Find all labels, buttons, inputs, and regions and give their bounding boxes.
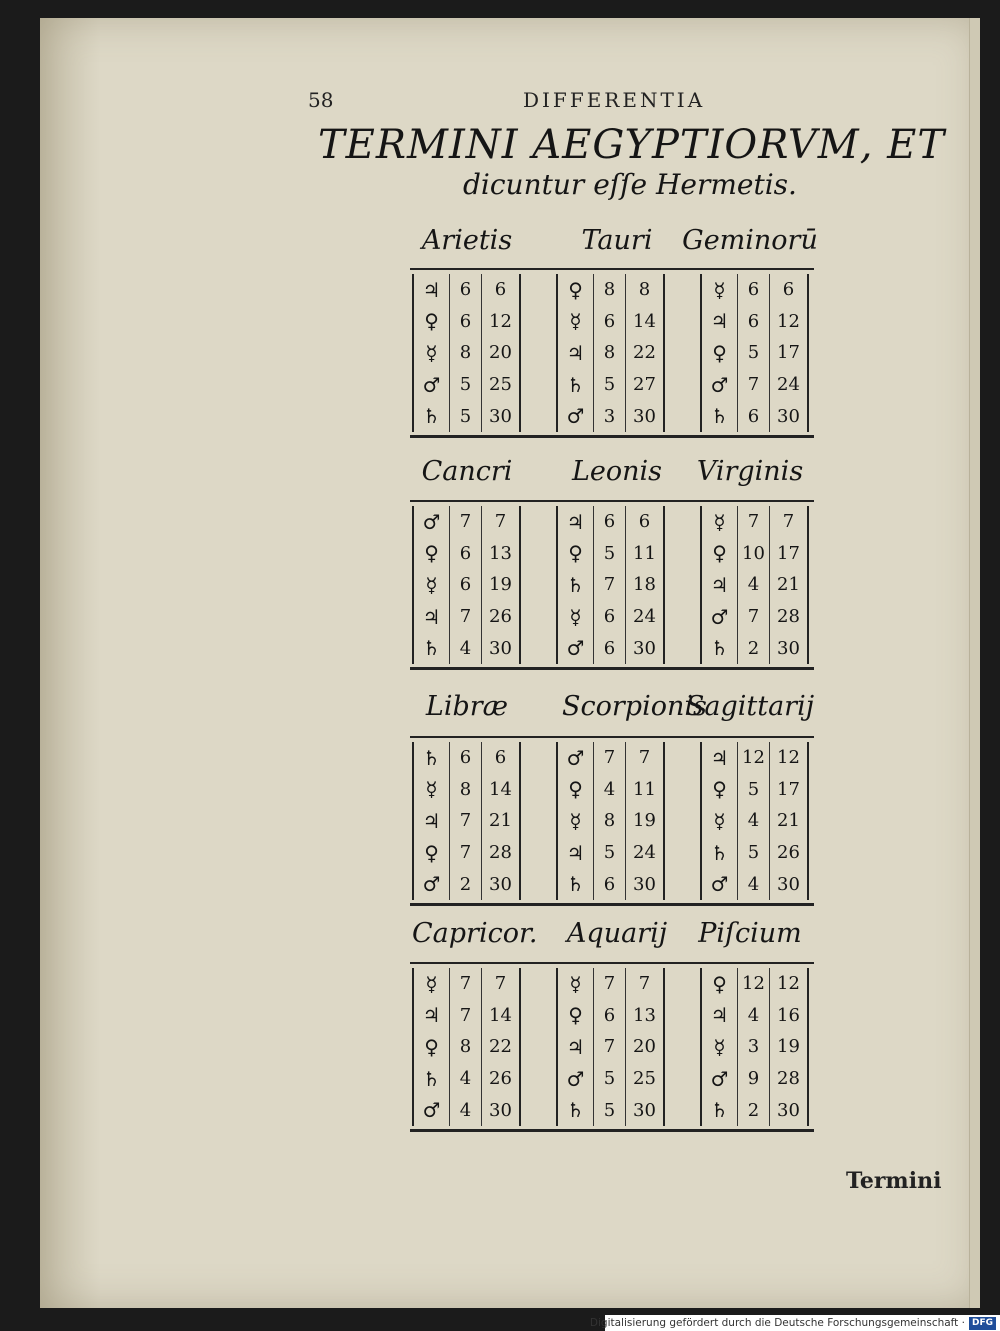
cumulative-degrees: 26 bbox=[777, 842, 800, 864]
table-rule-bottom bbox=[410, 435, 814, 438]
sign-terms-table bbox=[412, 968, 521, 1126]
planet-symbol: ♄ bbox=[414, 632, 450, 664]
planet-symbol: ♂ bbox=[702, 1063, 738, 1095]
cumulative-degrees: 30 bbox=[489, 637, 512, 659]
term-degrees: 6 bbox=[594, 1000, 626, 1032]
sign-label-row bbox=[412, 225, 818, 261]
cumulative-degrees: 22 bbox=[633, 342, 656, 364]
planet-symbol: ♂ bbox=[414, 369, 450, 401]
table-row bbox=[558, 538, 663, 570]
planet-symbol: ☿ bbox=[558, 306, 594, 338]
planet-symbol: ♃ bbox=[414, 601, 450, 633]
table-row bbox=[414, 337, 519, 369]
cumulative-degrees: 7 bbox=[638, 747, 651, 769]
term-degrees: 7 bbox=[594, 1031, 626, 1063]
planet-symbol: ♀ bbox=[414, 837, 450, 869]
term-degrees: 6 bbox=[738, 274, 770, 306]
planet-symbol: ♄ bbox=[702, 400, 738, 432]
planet-symbol: ☿ bbox=[702, 805, 738, 837]
sign-terms-table bbox=[556, 968, 665, 1126]
page-title: TERMINI AEGYPTIORVM, ET bbox=[318, 122, 946, 168]
planet-symbol: ☿ bbox=[414, 774, 450, 806]
sign-label: Virginis bbox=[696, 456, 804, 487]
table-row bbox=[414, 538, 519, 570]
cumulative-degrees: 21 bbox=[489, 810, 512, 832]
table-row bbox=[414, 1063, 519, 1095]
sign-terms-table bbox=[556, 742, 665, 900]
table-rule-top bbox=[410, 268, 814, 270]
table-row bbox=[702, 968, 807, 1000]
term-degrees: 7 bbox=[450, 601, 482, 633]
planet-symbol: ♄ bbox=[558, 369, 594, 401]
page-number: 58 bbox=[308, 88, 334, 112]
cumulative-degrees: 16 bbox=[777, 1004, 800, 1026]
cumulative-degrees: 11 bbox=[633, 778, 656, 800]
table-row bbox=[414, 601, 519, 633]
term-degrees: 4 bbox=[450, 632, 482, 664]
planet-symbol: ♄ bbox=[414, 742, 450, 774]
term-degrees: 8 bbox=[450, 1031, 482, 1063]
term-degrees: 4 bbox=[450, 1094, 482, 1126]
table-row bbox=[702, 837, 807, 869]
cumulative-degrees: 17 bbox=[777, 778, 800, 800]
term-degrees: 6 bbox=[738, 400, 770, 432]
cumulative-degrees: 30 bbox=[633, 405, 656, 427]
sign-label: Sagittarij bbox=[685, 691, 815, 722]
dfg-logo: DFG bbox=[969, 1317, 996, 1330]
sign-terms-table bbox=[556, 274, 665, 432]
table-row bbox=[558, 601, 663, 633]
planet-symbol: ♄ bbox=[558, 569, 594, 601]
cumulative-degrees: 24 bbox=[633, 842, 656, 864]
cumulative-degrees: 18 bbox=[633, 574, 656, 596]
table-row bbox=[414, 632, 519, 664]
planet-symbol: ♃ bbox=[702, 569, 738, 601]
table-row bbox=[414, 506, 519, 538]
term-degrees: 12 bbox=[738, 742, 770, 774]
planet-symbol: ☿ bbox=[702, 506, 738, 538]
planet-symbol: ♃ bbox=[558, 1031, 594, 1063]
term-degrees: 7 bbox=[450, 968, 482, 1000]
planet-symbol: ♃ bbox=[414, 805, 450, 837]
term-degrees: 7 bbox=[594, 569, 626, 601]
term-degrees: 8 bbox=[594, 805, 626, 837]
cumulative-degrees: 27 bbox=[633, 374, 656, 396]
term-degrees: 4 bbox=[450, 1063, 482, 1095]
planet-symbol: ♂ bbox=[702, 601, 738, 633]
cumulative-degrees: 21 bbox=[777, 574, 800, 596]
table-row bbox=[558, 1063, 663, 1095]
cumulative-degrees: 6 bbox=[638, 511, 651, 533]
sign-label: Libræ bbox=[425, 691, 509, 722]
term-degrees: 12 bbox=[738, 968, 770, 1000]
table-row bbox=[702, 868, 807, 900]
page-subtitle: dicuntur eſſe Hermetis. bbox=[463, 168, 797, 201]
table-rule-bottom bbox=[410, 903, 814, 906]
planet-symbol: ♄ bbox=[414, 1063, 450, 1095]
planet-symbol: ♄ bbox=[702, 1094, 738, 1126]
term-degrees: 7 bbox=[450, 1000, 482, 1032]
planet-symbol: ♂ bbox=[414, 506, 450, 538]
cumulative-degrees: 30 bbox=[633, 1099, 656, 1121]
term-degrees: 6 bbox=[450, 538, 482, 570]
term-degrees: 3 bbox=[594, 400, 626, 432]
table-row bbox=[414, 1094, 519, 1126]
planet-symbol: ♄ bbox=[414, 400, 450, 432]
cumulative-degrees: 6 bbox=[494, 279, 507, 301]
table-row bbox=[414, 369, 519, 401]
planet-symbol: ♂ bbox=[558, 400, 594, 432]
cumulative-degrees: 14 bbox=[489, 1004, 512, 1026]
table-row bbox=[702, 632, 807, 664]
sign-terms-table bbox=[700, 968, 809, 1126]
table-row bbox=[702, 506, 807, 538]
planet-symbol: ♄ bbox=[702, 632, 738, 664]
table-row bbox=[558, 968, 663, 1000]
term-degrees: 4 bbox=[594, 774, 626, 806]
term-degrees: 2 bbox=[738, 1094, 770, 1126]
table-row bbox=[702, 1000, 807, 1032]
term-degrees: 7 bbox=[450, 837, 482, 869]
table-rule-bottom bbox=[410, 667, 814, 670]
cumulative-degrees: 11 bbox=[633, 542, 656, 564]
term-degrees: 5 bbox=[738, 837, 770, 869]
sign-label-row bbox=[412, 691, 815, 727]
table-row bbox=[702, 569, 807, 601]
planet-symbol: ☿ bbox=[558, 601, 594, 633]
table-row bbox=[414, 837, 519, 869]
term-degrees: 6 bbox=[594, 506, 626, 538]
term-degrees: 8 bbox=[450, 337, 482, 369]
planet-symbol: ♀ bbox=[558, 774, 594, 806]
planet-symbol: ☿ bbox=[702, 274, 738, 306]
cumulative-degrees: 24 bbox=[777, 374, 800, 396]
planet-symbol: ♂ bbox=[702, 868, 738, 900]
planet-symbol: ☿ bbox=[558, 805, 594, 837]
cumulative-degrees: 20 bbox=[489, 342, 512, 364]
table-row bbox=[414, 805, 519, 837]
table-row bbox=[558, 506, 663, 538]
term-degrees: 2 bbox=[738, 632, 770, 664]
planet-symbol: ☿ bbox=[558, 968, 594, 1000]
planet-symbol: ♀ bbox=[414, 1031, 450, 1063]
term-degrees: 5 bbox=[738, 337, 770, 369]
table-row bbox=[558, 837, 663, 869]
term-degrees: 5 bbox=[594, 1063, 626, 1095]
cumulative-degrees: 7 bbox=[494, 973, 507, 995]
cumulative-degrees: 20 bbox=[633, 1036, 656, 1058]
cumulative-degrees: 21 bbox=[777, 810, 800, 832]
cumulative-degrees: 12 bbox=[777, 310, 800, 332]
term-degrees: 6 bbox=[594, 632, 626, 664]
table-row bbox=[558, 1094, 663, 1126]
sign-terms-table bbox=[412, 274, 521, 432]
table-row bbox=[702, 400, 807, 432]
terms-table-group bbox=[410, 500, 814, 670]
cumulative-degrees: 30 bbox=[489, 873, 512, 895]
cumulative-degrees: 26 bbox=[489, 1068, 512, 1090]
term-degrees: 4 bbox=[738, 569, 770, 601]
term-degrees: 5 bbox=[594, 1094, 626, 1126]
term-degrees: 4 bbox=[738, 805, 770, 837]
table-row bbox=[558, 805, 663, 837]
table-row bbox=[702, 774, 807, 806]
term-degrees: 7 bbox=[450, 805, 482, 837]
term-degrees: 5 bbox=[594, 837, 626, 869]
cumulative-degrees: 25 bbox=[489, 374, 512, 396]
term-degrees: 6 bbox=[450, 274, 482, 306]
table-row bbox=[414, 742, 519, 774]
term-degrees: 5 bbox=[738, 774, 770, 806]
cumulative-degrees: 13 bbox=[633, 1004, 656, 1026]
table-row bbox=[414, 400, 519, 432]
sign-label-row bbox=[412, 918, 812, 954]
table-row bbox=[702, 601, 807, 633]
planet-symbol: ♃ bbox=[414, 1000, 450, 1032]
term-degrees: 5 bbox=[450, 369, 482, 401]
term-degrees: 7 bbox=[738, 601, 770, 633]
table-row bbox=[702, 805, 807, 837]
sign-label: Geminorū bbox=[682, 225, 818, 256]
terms-table-group bbox=[410, 962, 814, 1132]
term-degrees: 2 bbox=[450, 868, 482, 900]
cumulative-degrees: 30 bbox=[777, 1099, 800, 1121]
cumulative-degrees: 28 bbox=[489, 842, 512, 864]
planet-symbol: ♄ bbox=[702, 837, 738, 869]
cumulative-degrees: 19 bbox=[633, 810, 656, 832]
sign-label: Tauri bbox=[581, 225, 653, 256]
planet-symbol: ♃ bbox=[414, 274, 450, 306]
cumulative-degrees: 19 bbox=[777, 1036, 800, 1058]
table-row bbox=[702, 1031, 807, 1063]
table-row bbox=[702, 742, 807, 774]
cumulative-degrees: 17 bbox=[777, 342, 800, 364]
planet-symbol: ♄ bbox=[558, 1094, 594, 1126]
table-row bbox=[414, 569, 519, 601]
footer-bar bbox=[589, 1315, 1000, 1331]
table-row bbox=[414, 968, 519, 1000]
term-degrees: 4 bbox=[738, 868, 770, 900]
planet-symbol: ♀ bbox=[702, 538, 738, 570]
sign-label: Capricor. bbox=[412, 918, 538, 949]
table-rule-top bbox=[410, 500, 814, 502]
table-row bbox=[702, 274, 807, 306]
table-row bbox=[558, 1031, 663, 1063]
table-row bbox=[414, 1031, 519, 1063]
sign-terms-table bbox=[556, 506, 665, 664]
sign-label: Aquarij bbox=[566, 918, 668, 949]
planet-symbol: ♀ bbox=[414, 538, 450, 570]
planet-symbol: ♂ bbox=[414, 1094, 450, 1126]
cumulative-degrees: 13 bbox=[489, 542, 512, 564]
planet-symbol: ♃ bbox=[702, 1000, 738, 1032]
cumulative-degrees: 28 bbox=[777, 606, 800, 628]
planet-symbol: ♂ bbox=[702, 369, 738, 401]
term-degrees: 6 bbox=[450, 742, 482, 774]
planet-symbol: ♀ bbox=[702, 774, 738, 806]
planet-symbol: ♀ bbox=[414, 306, 450, 338]
table-row bbox=[558, 400, 663, 432]
cumulative-degrees: 12 bbox=[777, 747, 800, 769]
planet-symbol: ♃ bbox=[702, 306, 738, 338]
table-row bbox=[414, 774, 519, 806]
cumulative-degrees: 6 bbox=[782, 279, 795, 301]
cumulative-degrees: 26 bbox=[489, 606, 512, 628]
planet-symbol: ♂ bbox=[558, 742, 594, 774]
table-row bbox=[702, 1063, 807, 1095]
cumulative-degrees: 12 bbox=[489, 310, 512, 332]
term-degrees: 3 bbox=[738, 1031, 770, 1063]
term-degrees: 6 bbox=[450, 569, 482, 601]
cumulative-degrees: 14 bbox=[489, 778, 512, 800]
cumulative-degrees: 30 bbox=[489, 1099, 512, 1121]
term-degrees: 6 bbox=[738, 306, 770, 338]
sign-label: Arietis bbox=[421, 225, 513, 256]
term-degrees: 5 bbox=[450, 400, 482, 432]
planet-symbol: ♂ bbox=[558, 632, 594, 664]
cumulative-degrees: 28 bbox=[777, 1068, 800, 1090]
sign-terms-table bbox=[700, 506, 809, 664]
table-rule-bottom bbox=[410, 1129, 814, 1132]
table-row bbox=[558, 774, 663, 806]
cumulative-degrees: 19 bbox=[489, 574, 512, 596]
term-degrees: 7 bbox=[738, 506, 770, 538]
cumulative-degrees: 30 bbox=[489, 405, 512, 427]
table-row bbox=[558, 274, 663, 306]
table-rule-top bbox=[410, 962, 814, 964]
table-row bbox=[702, 1094, 807, 1126]
table-row bbox=[414, 274, 519, 306]
planet-symbol: ♀ bbox=[558, 1000, 594, 1032]
running-head: DIFFERENTIA bbox=[523, 88, 706, 112]
term-degrees: 7 bbox=[738, 369, 770, 401]
term-degrees: 7 bbox=[450, 506, 482, 538]
cumulative-degrees: 6 bbox=[494, 747, 507, 769]
planet-symbol: ♀ bbox=[558, 274, 594, 306]
term-degrees: 9 bbox=[738, 1063, 770, 1095]
cumulative-degrees: 30 bbox=[633, 873, 656, 895]
sign-label: Cancri bbox=[421, 456, 513, 487]
term-degrees: 8 bbox=[450, 774, 482, 806]
cumulative-degrees: 17 bbox=[777, 542, 800, 564]
cumulative-degrees: 25 bbox=[633, 1068, 656, 1090]
cumulative-degrees: 30 bbox=[777, 637, 800, 659]
terms-table-group bbox=[410, 736, 814, 906]
planet-symbol: ♃ bbox=[702, 742, 738, 774]
planet-symbol: ♀ bbox=[702, 968, 738, 1000]
table-row bbox=[558, 742, 663, 774]
table-row bbox=[558, 868, 663, 900]
planet-symbol: ♂ bbox=[414, 868, 450, 900]
page-edge bbox=[969, 18, 980, 1308]
table-row bbox=[702, 369, 807, 401]
table-row bbox=[702, 306, 807, 338]
planet-symbol: ♄ bbox=[558, 868, 594, 900]
term-degrees: 7 bbox=[594, 968, 626, 1000]
table-row bbox=[558, 369, 663, 401]
term-degrees: 6 bbox=[594, 306, 626, 338]
table-rule-top bbox=[410, 736, 814, 738]
planet-symbol: ♃ bbox=[558, 837, 594, 869]
table-row bbox=[414, 306, 519, 338]
cumulative-degrees: 7 bbox=[494, 511, 507, 533]
planet-symbol: ☿ bbox=[414, 968, 450, 1000]
terms-table-group bbox=[410, 268, 814, 438]
table-row bbox=[558, 569, 663, 601]
footer-credit: Digitalisierung gefördert durch die Deutsche Forschungsgemeinschaft · bbox=[589, 1317, 965, 1329]
sign-label: Leonis bbox=[571, 456, 663, 487]
planet-symbol: ♀ bbox=[702, 337, 738, 369]
table-row bbox=[558, 306, 663, 338]
table-row bbox=[558, 632, 663, 664]
sign-terms-table bbox=[412, 506, 521, 664]
sign-terms-table bbox=[700, 742, 809, 900]
cumulative-degrees: 30 bbox=[633, 637, 656, 659]
term-degrees: 10 bbox=[738, 538, 770, 570]
planet-symbol: ♀ bbox=[558, 538, 594, 570]
cumulative-degrees: 22 bbox=[489, 1036, 512, 1058]
cumulative-degrees: 24 bbox=[633, 606, 656, 628]
cumulative-degrees: 7 bbox=[782, 511, 795, 533]
term-degrees: 7 bbox=[594, 742, 626, 774]
term-degrees: 8 bbox=[594, 337, 626, 369]
cumulative-degrees: 12 bbox=[777, 973, 800, 995]
table-row bbox=[702, 538, 807, 570]
sign-terms-table bbox=[412, 742, 521, 900]
sign-label: Piſcium bbox=[698, 918, 802, 949]
term-degrees: 6 bbox=[594, 601, 626, 633]
sign-label: Scorpionis bbox=[562, 691, 707, 722]
table-row bbox=[414, 868, 519, 900]
planet-symbol: ♃ bbox=[558, 506, 594, 538]
table-row bbox=[558, 1000, 663, 1032]
term-degrees: 4 bbox=[738, 1000, 770, 1032]
cumulative-degrees: 8 bbox=[638, 279, 651, 301]
table-row bbox=[558, 337, 663, 369]
term-degrees: 6 bbox=[450, 306, 482, 338]
planet-symbol: ♂ bbox=[558, 1063, 594, 1095]
cumulative-degrees: 7 bbox=[638, 973, 651, 995]
sign-label-row bbox=[412, 456, 812, 492]
table-row bbox=[702, 337, 807, 369]
planet-symbol: ☿ bbox=[702, 1031, 738, 1063]
catchword: Termini bbox=[846, 1168, 942, 1194]
cumulative-degrees: 14 bbox=[633, 310, 656, 332]
planet-symbol: ♃ bbox=[558, 337, 594, 369]
term-degrees: 8 bbox=[594, 274, 626, 306]
term-degrees: 5 bbox=[594, 538, 626, 570]
cumulative-degrees: 30 bbox=[777, 873, 800, 895]
planet-symbol: ☿ bbox=[414, 337, 450, 369]
term-degrees: 5 bbox=[594, 369, 626, 401]
table-row bbox=[414, 1000, 519, 1032]
sign-terms-table bbox=[700, 274, 809, 432]
term-degrees: 6 bbox=[594, 868, 626, 900]
planet-symbol: ☿ bbox=[414, 569, 450, 601]
cumulative-degrees: 30 bbox=[777, 405, 800, 427]
